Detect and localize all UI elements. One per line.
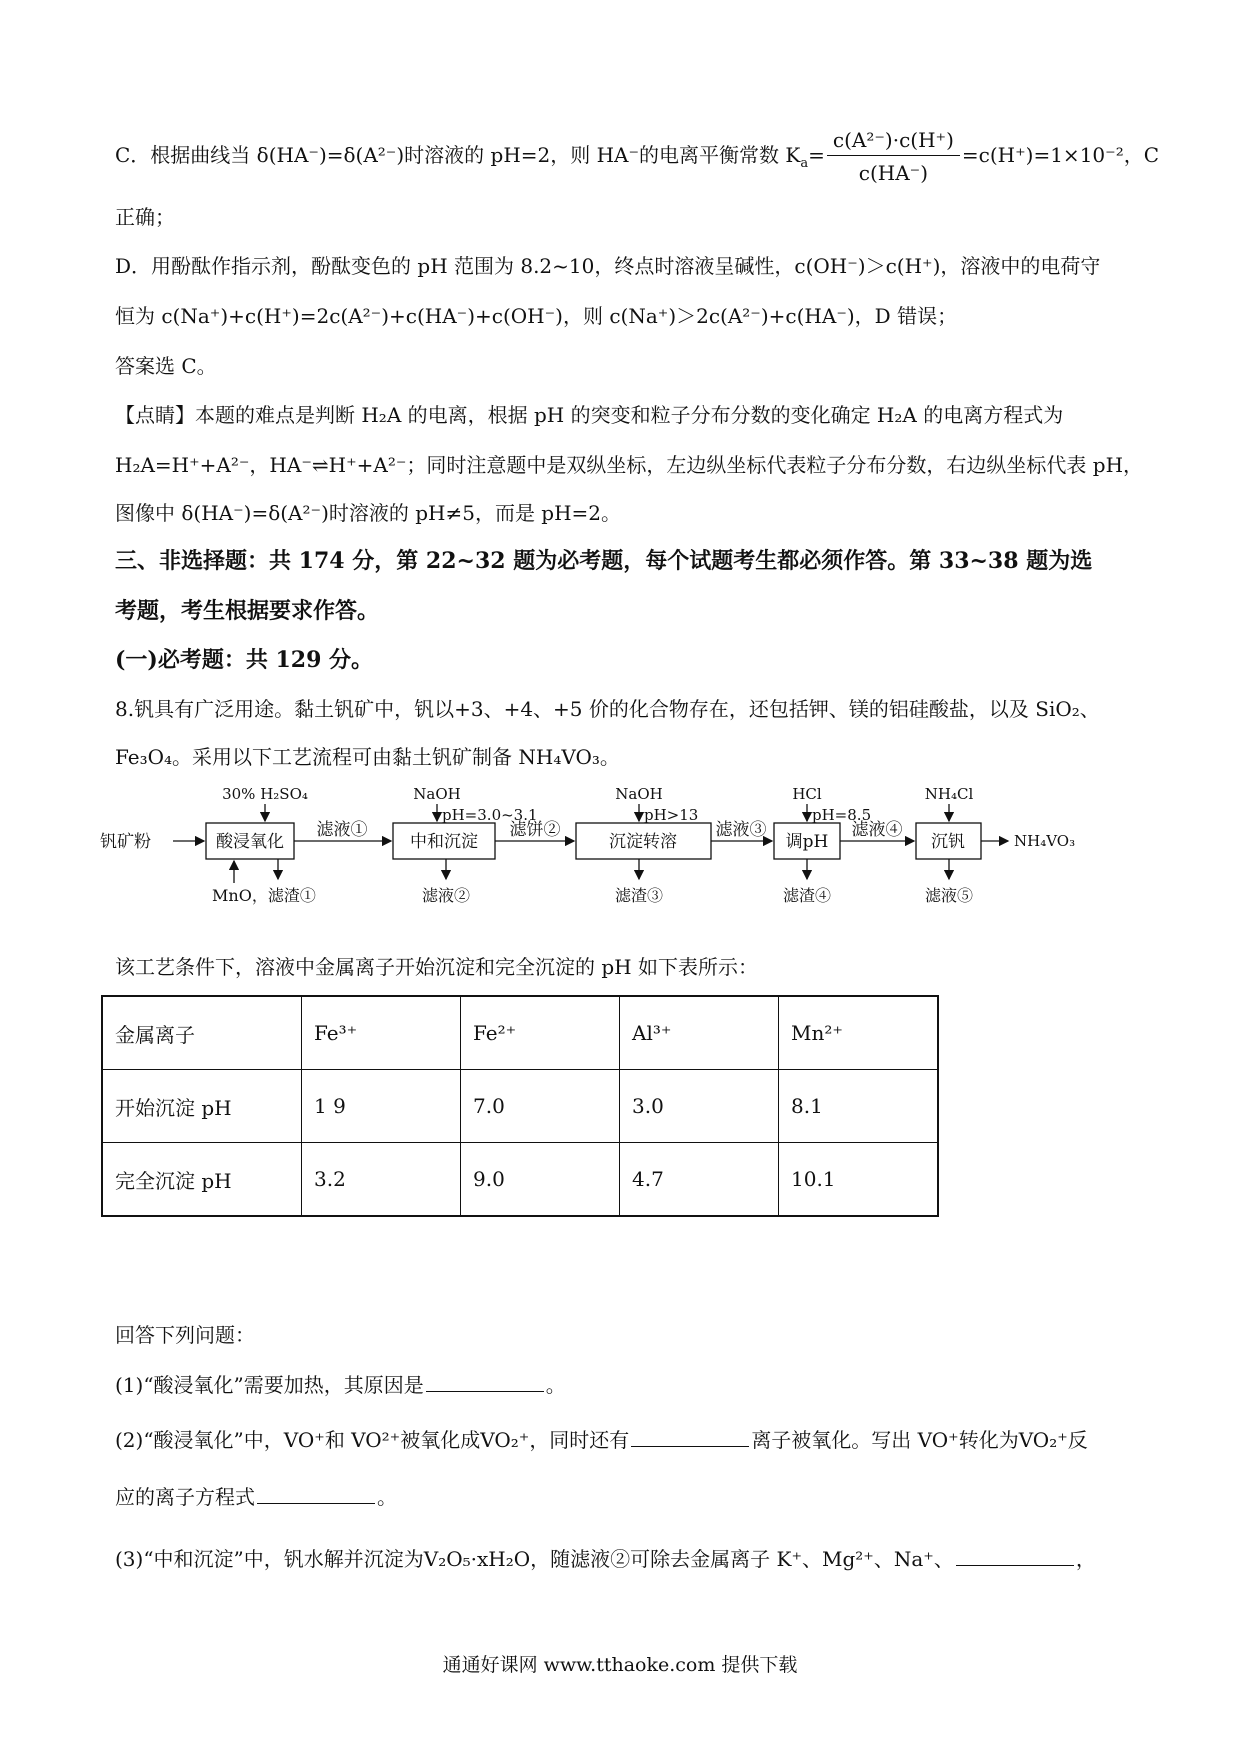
question-3-end: ， <box>1075 1547 1096 1571</box>
question-1-text: (1)“酸浸氧化”需要加热，其原因是 <box>115 1373 424 1397</box>
ka-equals: = <box>808 143 825 167</box>
question-3-part-b: ，随滤液②可除去金属离子 K⁺、Mg²⁺、Na⁺、 <box>530 1547 954 1571</box>
step-label-4: 调pH <box>785 832 829 852</box>
table-row <box>102 1143 938 1217</box>
bottom-input-label <box>212 886 316 905</box>
vo2-formula: VO₂⁺ <box>1018 1428 1068 1452</box>
bottom-output-5: 滤液⑤ <box>924 886 974 905</box>
required-section-heading: (一)必考题：共 129 分。 <box>115 647 374 673</box>
reagent-label-3: NaOH <box>615 785 663 803</box>
transfer-label-4: 滤液④ <box>851 820 903 840</box>
transfer-label-2: 滤饼② <box>509 820 561 840</box>
table-cell: 9.0 <box>461 1143 620 1217</box>
ka-numerator: c(A²⁻)·c(H⁺) <box>827 127 960 156</box>
transfer-label-1: 滤液① <box>316 820 368 840</box>
option-c-prefix: C．根据曲线当 δ(HA⁻)=δ(A²⁻)时溶液的 pH=2，则 HA⁻的电离平衡常数 K <box>115 143 801 167</box>
answer-blank-2[interactable] <box>631 1428 749 1447</box>
q8-line1: 8.钒具有广泛用途。黏土钒矿中，钒以+3、+4、+5 价的化合物存在，还包括钾、镁的铝硅酸盐，以及 SiO₂、 <box>115 697 1100 721</box>
table-cell: 1 9 <box>302 1070 461 1143</box>
bottom-output-2: 滤液② <box>421 886 471 905</box>
condition-label-2: pH>13 <box>644 806 699 824</box>
table-row <box>102 1070 938 1143</box>
option-c-suffix: =c(H⁺)=1×10⁻²，C <box>961 143 1160 167</box>
section3-line1: 三、非选择题：共 174 分，第 22~32 题为必考题，每个试题考生都必须作答。第 33~38 题为选 <box>115 548 1093 574</box>
ka-subscript: a <box>800 156 809 171</box>
step-label-3: 沉淀转溶 <box>609 832 677 852</box>
answer-prompt: 回答下列问题： <box>115 1323 255 1347</box>
answer-line: 答案选 C。 <box>115 354 217 378</box>
table-header-row <box>102 996 938 1070</box>
dianjing-line1: 【点睛】本题的难点是判断 H₂A 的电离，根据 pH 的突变和粒子分布分数的变化确定 H₂A 的电离方程式为 <box>115 403 1064 427</box>
question-1-end: 。 <box>545 1373 566 1397</box>
reagent-label-4: HCl <box>792 785 822 803</box>
table-cell: 10.1 <box>779 1143 939 1217</box>
bottom-output-3: 滤渣③ <box>614 886 664 905</box>
option-d-line2: 恒为 c(Na⁺)+c(H⁺)=2c(A²⁻)+c(HA⁻)+c(OH⁻)，则 c(Na⁺)＞2c(A²⁻)+c(HA⁻)，D 错误； <box>115 304 958 328</box>
step-label-1: 酸浸氧化 <box>216 832 284 852</box>
bottom-input-sep: ， <box>251 886 268 905</box>
table-header-cell: 金属离子 <box>102 996 302 1070</box>
question-3-part-a: (3)“中和沉淀”中，钒水解并沉淀为 <box>115 1547 424 1571</box>
table-cell: 8.1 <box>779 1070 939 1143</box>
table-cell: 3.0 <box>620 1070 779 1143</box>
table-header-cell: Fe³⁺ <box>302 996 461 1070</box>
condition-label-1: pH=3.0~3.1 <box>442 806 538 824</box>
ka-fraction <box>827 127 960 186</box>
question-2-part-d: 反 <box>1067 1428 1088 1452</box>
answer-blank-4[interactable] <box>956 1547 1074 1566</box>
option-d-line1: D．用酚酞作指示剂，酚酞变色的 pH 范围为 8.2~10，终点时溶液呈碱性，c(OH⁻)＞c(H⁺)，溶液中的电荷守 <box>115 254 1101 278</box>
reagent-label-2: NaOH <box>413 785 461 803</box>
table-cell: 7.0 <box>461 1070 620 1143</box>
page-footer: 通通好课网 www.tthaoke.com 提供下载 <box>442 1654 798 1676</box>
answer-blank-3[interactable] <box>257 1485 375 1504</box>
option-c-line1 <box>115 125 1160 185</box>
question-2-line2 <box>115 1482 1125 1512</box>
table-header-cell: Mn²⁺ <box>779 996 939 1070</box>
bottom-input-mno: MnO <box>212 886 252 905</box>
question-2-part-b: ，同时还有 <box>529 1428 630 1452</box>
table-cell: 完全沉淀 pH <box>102 1143 302 1217</box>
dianjing-line3: 图像中 δ(HA⁻)=δ(A²⁻)时溶液的 pH≠5，而是 pH=2。 <box>115 501 622 525</box>
question-2-line2-text: 应的离子方程式 <box>115 1485 255 1509</box>
step-label-2: 中和沉淀 <box>410 832 478 852</box>
step-label-5: 沉钒 <box>931 832 965 852</box>
vo2-formula: VO₂⁺ <box>480 1428 530 1452</box>
question-2-part-a: (2)“酸浸氧化”中，VO⁺和 VO²⁺被氧化成 <box>115 1428 481 1452</box>
question-3-line1 <box>115 1544 1125 1574</box>
ka-denominator: c(HA⁻) <box>858 161 929 185</box>
reagent-label-5: NH₄Cl <box>924 785 974 803</box>
question-2-line1 <box>115 1425 1125 1455</box>
ph-table <box>101 995 939 1217</box>
table-intro: 该工艺条件下，溶液中金属离子开始沉淀和完全沉淀的 pH 如下表所示： <box>115 955 758 979</box>
dianjing-line2: H₂A=H⁺+A²⁻，HA⁻⇌H⁺+A²⁻；同时注意题中是双纵坐标，左边纵坐标代表粒子分布分数，右边纵坐标代表 pH， <box>115 453 1144 477</box>
process-flow-diagram <box>100 785 1120 937</box>
question-1 <box>115 1370 1125 1400</box>
flow-input-label: 钒矿粉 <box>100 832 151 852</box>
bottom-output-4: 滤渣④ <box>782 886 832 905</box>
bottom-output-1: 滤渣① <box>267 886 316 905</box>
table-header-cell: Fe²⁺ <box>461 996 620 1070</box>
transfer-label-3: 滤液③ <box>715 820 767 840</box>
q8-line2: Fe₃O₄。采用以下工艺流程可由黏土钒矿制备 NH₄VO₃。 <box>115 745 620 769</box>
question-2-part-c: 离子被氧化。写出 VO⁺转化为 <box>751 1428 1019 1452</box>
product-label: NH₄VO₃ <box>1014 832 1076 850</box>
option-c-line2: 正确； <box>115 205 175 229</box>
answer-blank-1[interactable] <box>426 1373 544 1392</box>
table-cell: 3.2 <box>302 1143 461 1217</box>
condition-label-3: pH=8.5 <box>812 806 872 824</box>
section3-line2: 考题，考生根据要求作答。 <box>115 598 380 624</box>
table-header-cell: Al³⁺ <box>620 996 779 1070</box>
table-cell: 4.7 <box>620 1143 779 1217</box>
question-2-end: 。 <box>377 1485 397 1509</box>
v2o5-formula: V₂O₅·xH₂O <box>423 1547 531 1571</box>
reagent-label-1: 30% H₂SO₄ <box>222 785 308 803</box>
table-cell: 开始沉淀 pH <box>102 1070 302 1143</box>
